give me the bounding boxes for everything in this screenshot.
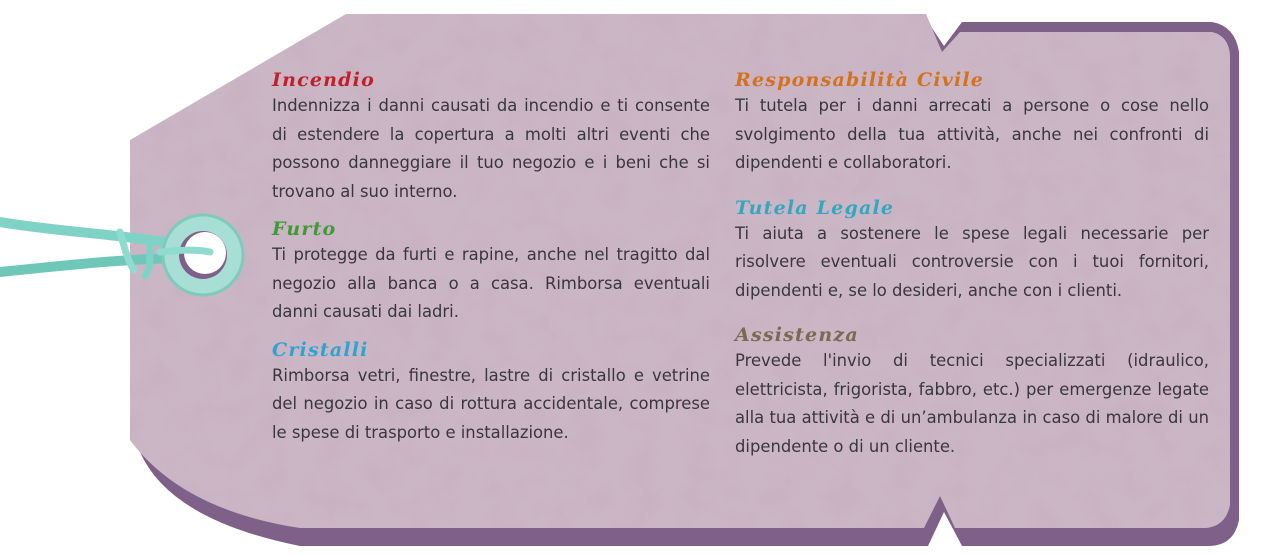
section-title: Tutela Legale (735, 196, 895, 219)
section-assistenza (735, 323, 1209, 461)
section-text: Rimborsa vetri, finestre, lastre di cristallo e vetrine del negozio in caso di rottura accidentale, comprese le spese di trasporto e installazione. (272, 365, 710, 442)
section-title: Assistenza (735, 324, 859, 346)
left-column (272, 68, 710, 458)
section-title: Responsabilità Civile (735, 69, 985, 91)
section-text: Prevede l'invio di tecnici specializzati (idraulico, elettricista, frigorista, fabbro, etc.) per emergenze legate alla tua attività e di un’ambulanza in caso di malore di un dipendente o di un cliente. (735, 351, 1209, 456)
section-title: Furto (272, 218, 337, 240)
section-text: Indennizza i danni causati da incendio e ti consente di estendere la copertura a molti altri eventi che possono danneggiare il tuo negozio e i beni che si trovano al suo interno. (272, 96, 710, 201)
section-responsabilita-civile (735, 68, 1209, 178)
section-text: Ti protegge da furti e rapine, anche nel tragitto dal negozio alla banca o a casa. Rimborsa eventuali danni causati dai ladri. (272, 245, 710, 321)
section-title: Cristalli (272, 338, 369, 361)
right-column (735, 68, 1209, 472)
section-text: Ti tutela per i danni arrecati a persone o cose nello svolgimento della tua attività, anche nei confronti di dipendenti e collaboratori. (735, 96, 1209, 172)
section-incendio (272, 68, 710, 206)
section-furto (272, 217, 710, 327)
string-loop (160, 250, 210, 252)
section-tutela-legale (735, 196, 1209, 306)
section-cristalli (272, 338, 710, 448)
eyelet-ring (163, 215, 243, 295)
section-title: Incendio (272, 69, 375, 91)
section-text: Ti aiuta a sostenere le spese legali necessarie per risolvere eventuali controversie con i tuoi fornitori, dipendenti e, se lo desideri, anche con i clienti. (735, 223, 1209, 300)
